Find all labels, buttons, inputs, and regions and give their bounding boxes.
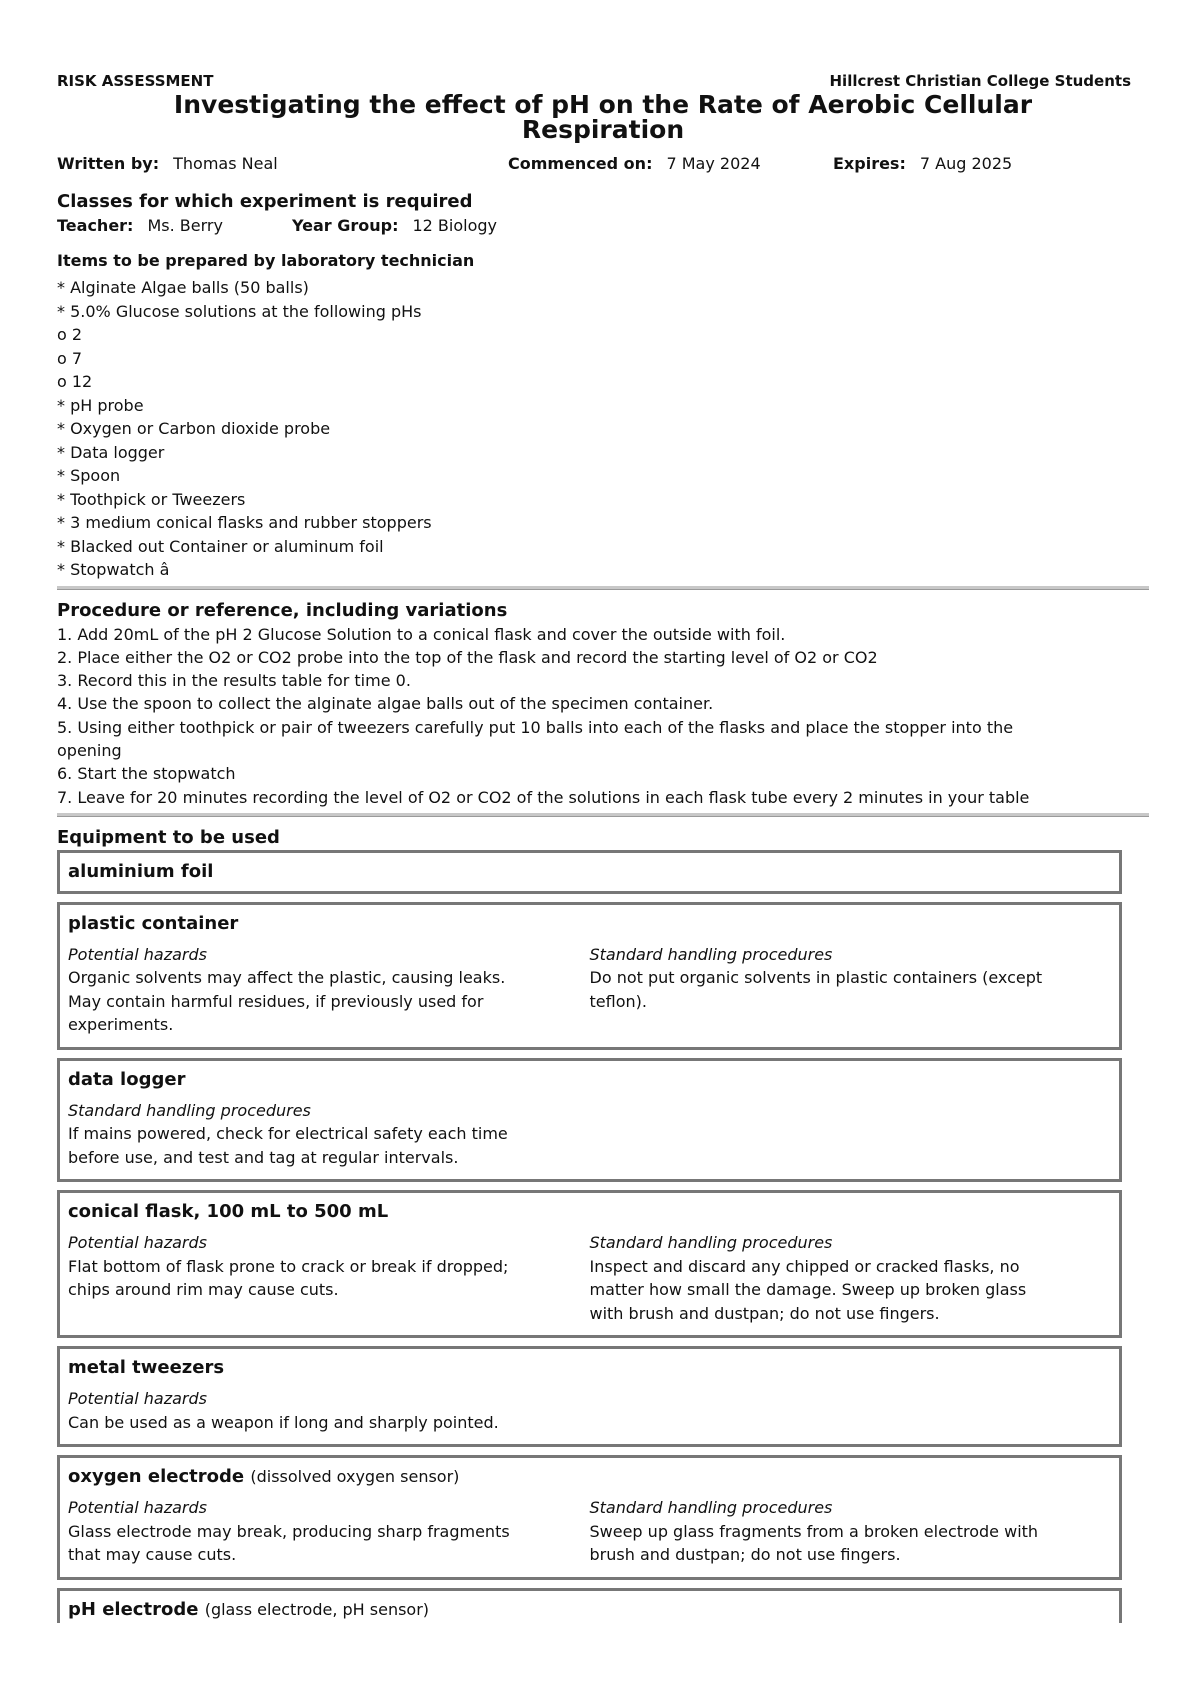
title-line-1: Investigating the effect of pH on the Rate of Aerobic Cellular <box>173 90 1033 119</box>
equipment-list <box>57 850 1149 1623</box>
handling-line: matter how small the damage. Sweep up broken glass <box>589 1280 1027 1300</box>
year-group <box>292 216 497 235</box>
section-divider <box>57 586 1149 590</box>
written-by-label: Written by: <box>57 154 160 173</box>
handling-procedures <box>590 1496 1112 1567</box>
hazard-line: Can be used as a weapon if long and sharply pointed. <box>68 1412 499 1432</box>
list-item: o 7 <box>57 348 83 368</box>
equipment-name-extra: (glass electrode, pH sensor) <box>204 1599 430 1619</box>
equipment-heading: Equipment to be used <box>57 826 280 848</box>
classes-heading: Classes for which experiment is required <box>57 191 473 212</box>
equipment-item <box>57 1588 1122 1623</box>
equipment-name-text: metal tweezers <box>68 1357 225 1379</box>
list-item: * 3 medium conical flasks and rubber stoppers <box>57 513 432 532</box>
list-item: * Stopwatch â <box>57 560 170 579</box>
school-name: Hillcrest Christian College Students <box>829 72 1131 90</box>
list-item: o 12 <box>57 372 93 391</box>
hazard-line: Glass electrode may break, producing sharp fragments <box>68 1521 510 1541</box>
equipment-item <box>57 850 1122 894</box>
equipment-name-text: plastic container <box>68 912 239 934</box>
equipment-item <box>57 1190 1122 1338</box>
hazard-line: experiments. <box>68 1015 174 1035</box>
commenced-label: Commenced on: <box>508 154 653 173</box>
list-item: * Oxygen or Carbon dioxide probe <box>57 419 331 438</box>
equipment-name <box>68 911 1111 937</box>
expires-label: Expires: <box>833 154 906 173</box>
hazards-label: Potential hazards <box>68 1498 207 1518</box>
equipment-name <box>68 1067 1111 1093</box>
list-item: * pH probe <box>57 395 144 415</box>
handling-line: teflon). <box>589 991 647 1011</box>
equipment-name-extra: (dissolved oxygen sensor) <box>250 1467 460 1487</box>
procedure-step: 1. Add 20mL of the pH 2 Glucose Solution to a conical flask and cover the outside with foil. <box>57 624 786 644</box>
hazards-label: Potential hazards <box>68 944 207 964</box>
teacher-label: Teacher: <box>57 216 134 235</box>
hazard-line: Organic solvents may affect the plastic, causing leaks. <box>68 968 506 988</box>
handling-procedures <box>590 1231 1112 1325</box>
teacher-value: Ms. Berry <box>147 216 223 235</box>
hazards-label: Potential hazards <box>68 1233 207 1253</box>
equipment-name-text: conical flask, 100 mL to 500 mL <box>68 1201 389 1223</box>
list-item: * Alginate Algae balls (50 balls) <box>57 278 309 297</box>
handling-line: Inspect and discard any chipped or cracked flasks, no <box>589 1256 1020 1276</box>
handling-line: Sweep up glass fragments from a broken electrode with <box>589 1521 1039 1541</box>
equipment-name <box>68 859 1111 885</box>
expires <box>833 154 1012 173</box>
equipment-name-text: data logger <box>68 1068 186 1090</box>
potential-hazards <box>68 1231 590 1325</box>
equipment-name <box>68 1464 1111 1490</box>
doc-type-label: RISK ASSESSMENT <box>57 72 214 90</box>
hazards-label: Potential hazards <box>68 1389 207 1409</box>
handling-line: Do not put organic solvents in plastic containers (except <box>589 968 1043 988</box>
equipment-details <box>68 943 1111 1037</box>
equipment-item <box>57 1058 1122 1183</box>
potential-hazards <box>68 1387 600 1434</box>
procedure-step: 3. Record this in the results table for time 0. <box>57 671 411 691</box>
commenced-value: 7 May 2024 <box>666 154 761 173</box>
risk-assessment-document <box>57 72 1149 1623</box>
written-by-value: Thomas Neal <box>173 154 278 173</box>
equipment-name <box>68 1597 1111 1623</box>
hazard-line: that may cause cuts. <box>68 1545 237 1565</box>
equipment-item <box>57 902 1122 1050</box>
handling-line: brush and dustpan; do not use fingers. <box>589 1545 901 1565</box>
list-item: o 2 <box>57 325 83 344</box>
procedure-step: 4. Use the spoon to collect the alginate algae balls out of the specimen container. <box>57 694 714 714</box>
handling-procedures <box>68 1099 600 1170</box>
commenced-on <box>508 154 833 173</box>
equipment-name-text: oxygen electrode <box>68 1466 245 1488</box>
equipment-details <box>68 1099 1111 1170</box>
handling-label: Standard handling procedures <box>589 1233 833 1253</box>
list-item: * Blacked out Container or aluminum foil <box>57 536 384 556</box>
potential-hazards <box>68 943 590 1037</box>
potential-hazards <box>68 1496 590 1567</box>
procedure-step: 7. Leave for 20 minutes recording the level of O2 or CO2 of the solutions in each flask tube every 2 minutes in your table <box>57 787 1030 807</box>
procedure-step: 5. Using either toothpick or pair of tweezers carefully put 10 balls into each of the flasks and place the stopper into the <box>57 717 1014 737</box>
equipment-name-text: pH electrode <box>68 1598 199 1620</box>
procedure-step: 2. Place either the O2 or CO2 probe into the top of the flask and record the starting level of O2 or CO2 <box>57 647 878 667</box>
year-label: Year Group: <box>292 216 399 235</box>
procedure-heading: Procedure or reference, including variations <box>57 599 508 621</box>
teacher <box>57 216 292 235</box>
section-divider <box>57 813 1149 817</box>
handling-line: with brush and dustpan; do not use fingers. <box>589 1303 940 1323</box>
title-line-2: Respiration <box>521 115 685 144</box>
expires-value: 7 Aug 2025 <box>919 154 1013 173</box>
meta-row <box>57 154 1149 173</box>
equipment-details <box>68 1496 1111 1567</box>
list-item: * Toothpick or Tweezers <box>57 489 246 509</box>
year-value: 12 Biology <box>412 216 497 235</box>
handling-label: Standard handling procedures <box>68 1100 311 1120</box>
classes-row <box>57 216 1149 235</box>
list-item: * Data logger <box>57 442 165 462</box>
equipment-details <box>68 1387 1111 1434</box>
procedure-list <box>57 623 1149 809</box>
document-header <box>57 72 1131 90</box>
written-by <box>57 154 508 173</box>
equipment-name-text: aluminium foil <box>68 860 214 882</box>
equipment-name <box>68 1355 1111 1381</box>
list-item: * Spoon <box>57 466 121 485</box>
procedure-step: opening <box>57 740 122 760</box>
handling-procedures <box>590 943 1112 1037</box>
page-title <box>57 92 1149 142</box>
list-item: * 5.0% Glucose solutions at the following pHs <box>57 301 422 321</box>
equipment-item <box>57 1346 1122 1447</box>
procedure-step: 6. Start the stopwatch <box>57 764 236 784</box>
handling-line: If mains powered, check for electrical safety each time <box>68 1124 508 1144</box>
equipment-item <box>57 1455 1122 1580</box>
items-heading: Items to be prepared by laboratory technician <box>57 251 475 270</box>
hazard-line: Flat bottom of flask prone to crack or break if dropped; <box>68 1256 509 1276</box>
equipment-details <box>68 1231 1111 1325</box>
handling-label: Standard handling procedures <box>589 944 833 964</box>
equipment-name <box>68 1199 1111 1225</box>
hazard-line: May contain harmful residues, if previously used for <box>68 991 484 1011</box>
handling-label: Standard handling procedures <box>589 1498 833 1518</box>
hazard-line: chips around rim may cause cuts. <box>68 1280 339 1300</box>
items-list <box>57 276 1149 582</box>
handling-line: before use, and test and tag at regular intervals. <box>68 1147 459 1167</box>
